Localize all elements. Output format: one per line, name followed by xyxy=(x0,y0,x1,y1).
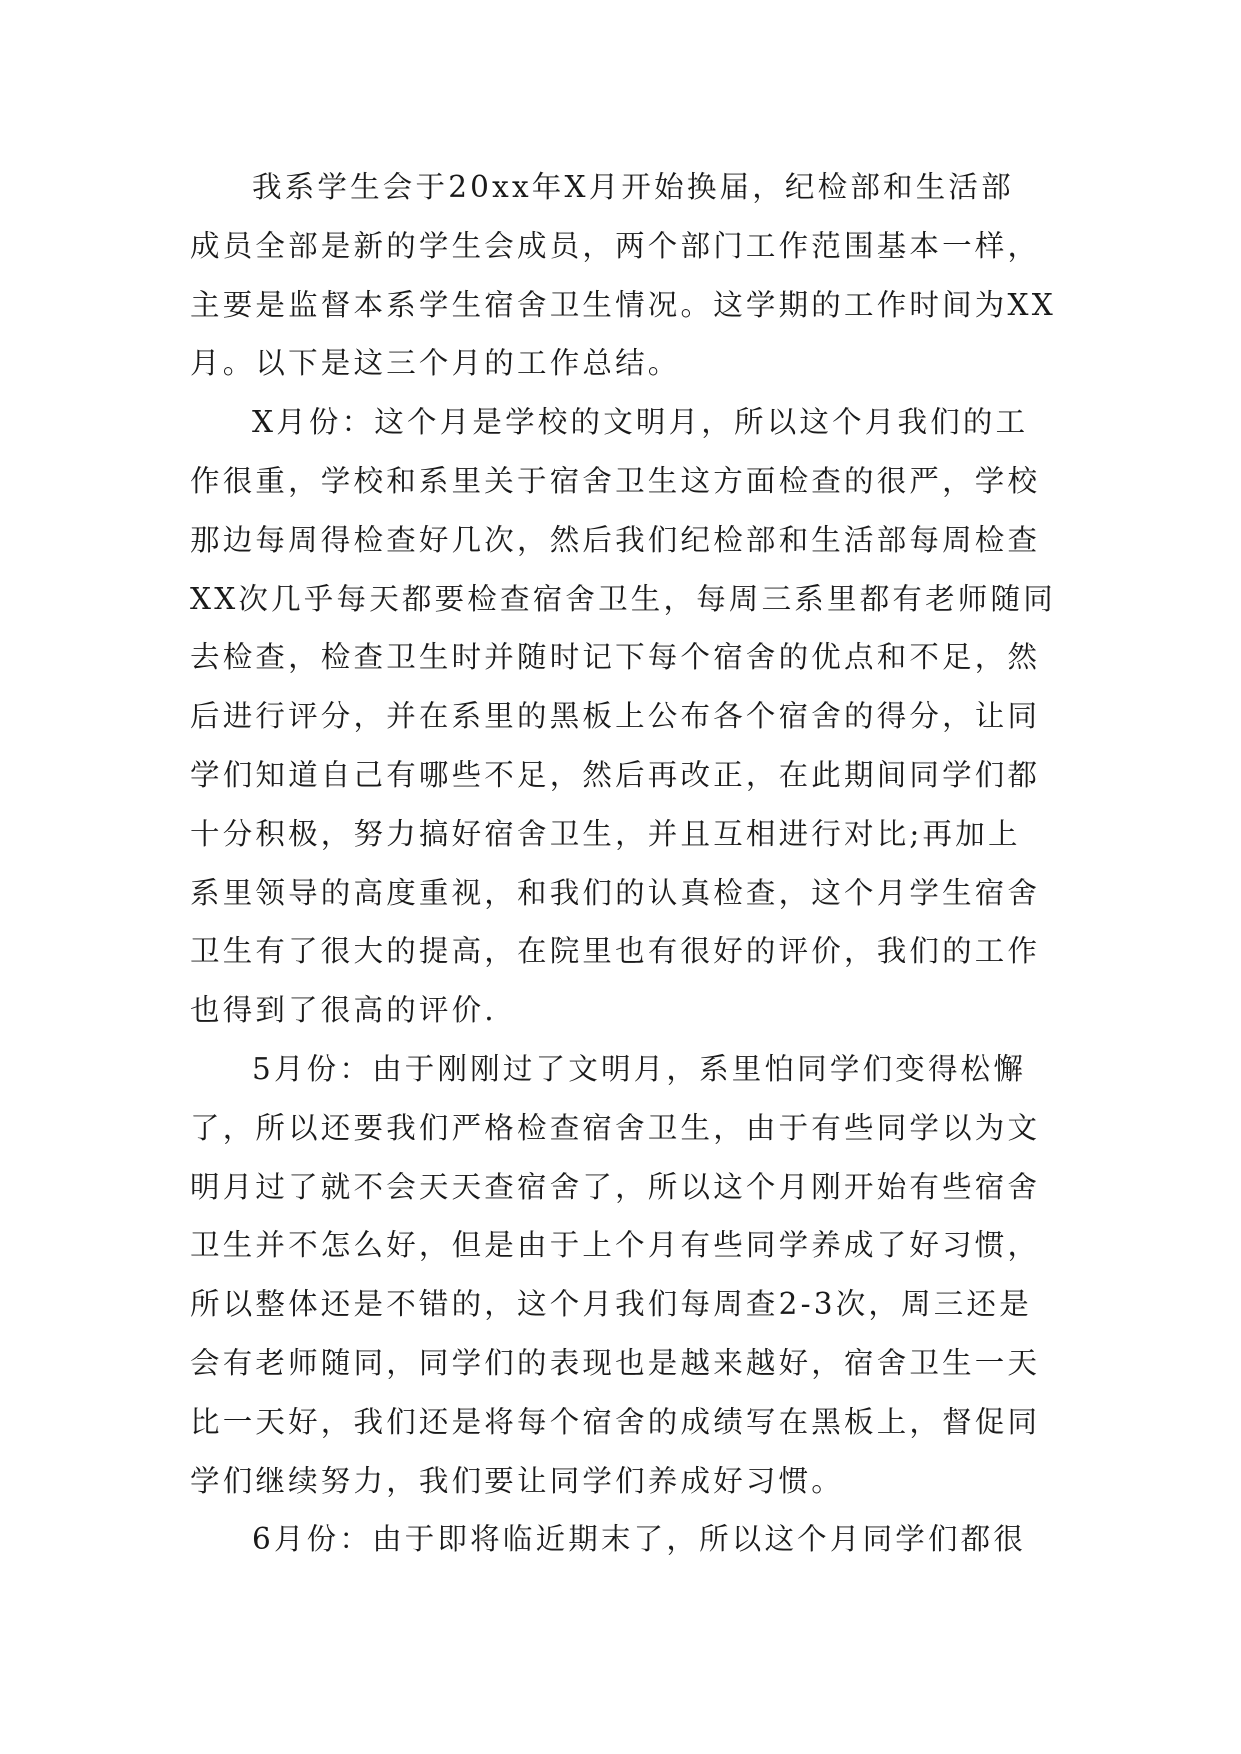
text-line: 卫生并不怎么好，但是由于上个月有些同学养成了好习惯， xyxy=(190,1228,1041,1263)
text-line: 主要是监督本系学生宿舍卫生情况。这学期的工作时间为XX xyxy=(190,287,1056,322)
text-line: 卫生有了很大的提高，在院里也有很好的评价，我们的工作 xyxy=(190,934,1041,969)
text-line: 系里领导的高度重视，和我们的认真检查，这个月学生宿舍 xyxy=(190,875,1041,910)
text-line: 后进行评分，并在系里的黑板上公布各个宿舍的得分，让同 xyxy=(190,699,1041,734)
text-line: 月。以下是这三个月的工作总结。 xyxy=(190,346,681,381)
text-line: 学们继续努力，我们要让同学们养成好习惯。 xyxy=(190,1463,845,1498)
text-line: 我系学生会于20xx年X月开始换届，纪检部和生活部 xyxy=(252,170,1014,204)
text-line: 成员全部是新的学生会成员，两个部门工作范围基本一样， xyxy=(190,228,1041,263)
text-line: 会有老师随同，同学们的表现也是越来越好，宿舍卫生一天 xyxy=(190,1345,1041,1380)
paragraph xyxy=(190,1510,1241,1569)
text-line: 比一天好，我们还是将每个宿舍的成绩写在黑板上，督促同 xyxy=(190,1404,1041,1439)
text-line: X月份：这个月是学校的文明月，所以这个月我们的工 xyxy=(252,405,1029,440)
text-line: 所以整体还是不错的，这个月我们每周查2-3次，周三还是 xyxy=(190,1287,1032,1322)
text-line: 十分积极，努力搞好宿舍卫生，并且互相进行对比;再加上 xyxy=(190,816,1021,851)
text-line: 那边每周得检查好几次，然后我们纪检部和生活部每周检查 xyxy=(190,522,1041,557)
text-line: XX次几乎每天都要检查宿舍卫生，每周三系里都有老师随同 xyxy=(190,581,1056,616)
text-line: 也得到了很高的评价. xyxy=(190,993,497,1028)
text-line: 5月份：由于刚刚过了文明月，系里怕同学们变得松懈 xyxy=(252,1051,1027,1086)
text-line: 去检查，检查卫生时并随时记下每个宿舍的优点和不足，然 xyxy=(190,640,1041,675)
paragraph xyxy=(190,158,1241,393)
text-line: 了，所以还要我们严格检查宿舍卫生，由于有些同学以为文 xyxy=(190,1110,1041,1145)
text-line: 学们知道自己有哪些不足，然后再改正，在此期间同学们都 xyxy=(190,757,1041,792)
document-body xyxy=(190,158,1241,1569)
text-line: 6月份：由于即将临近期末了，所以这个月同学们都很 xyxy=(252,1522,1027,1557)
paragraph xyxy=(190,1040,1241,1510)
text-line: 明月过了就不会天天查宿舍了，所以这个月刚开始有些宿舍 xyxy=(190,1169,1041,1204)
paragraph xyxy=(190,393,1241,1040)
text-line: 作很重，学校和系里关于宿舍卫生这方面检查的很严，学校 xyxy=(190,463,1041,498)
